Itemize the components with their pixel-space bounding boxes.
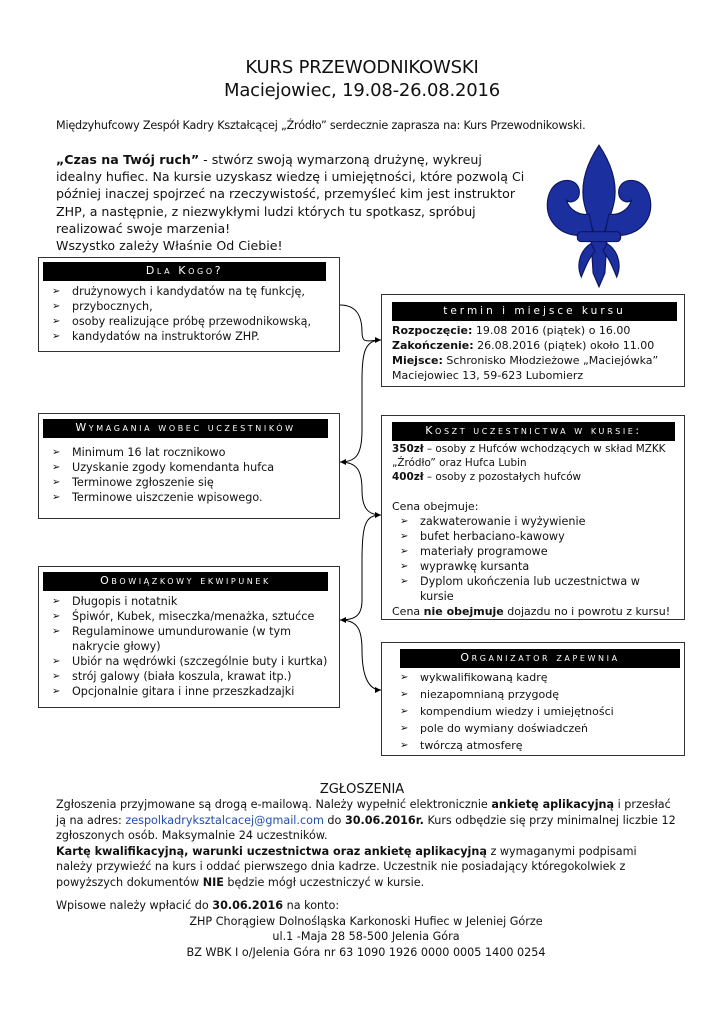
list-item: ➢ zakwaterowanie i wyżywienie	[396, 514, 676, 529]
payment-date: 30.06.2016	[212, 899, 284, 912]
place-value: Schronisko Młodzieżowe „Maciejówka”	[442, 354, 659, 367]
account-holder: ZHP Chorągiew Dolnośląska Karkonoski Hufiec w Jeleniej Górze	[189, 914, 543, 928]
applications-p1-b: i przesłać ją na adres:	[56, 798, 671, 827]
organizer-heading: Organizator zapewnia	[400, 649, 680, 668]
cost-covers-list	[396, 514, 676, 604]
note-end: dojazdu no i powrotu z kursu!	[503, 605, 671, 618]
price-others-text: – osoby z pozostałych hufców	[423, 471, 582, 483]
start-value: 19.08 2016 (piątek) o 16.00	[472, 324, 631, 337]
applications-heading: ZGŁOSZENIA	[319, 782, 405, 797]
applications-text	[56, 797, 676, 890]
list-item: ➢ Dyplom ukończenia lub uczestnictwa w kursie	[396, 574, 676, 604]
list-item: ➢ niezapomnianą przygodę	[396, 686, 676, 703]
place-label: Miejsce:	[392, 354, 443, 367]
target-audience-list	[48, 284, 338, 344]
slogan-closing: Wszystko zależy Właśnie	[56, 238, 217, 254]
applications-p1-a: Zgłoszenia przyjmowane są drogą e-mailową. Należy wypełnić elektronicznie	[56, 798, 492, 811]
list-item: ➢ Terminowe zgłoszenie się	[48, 475, 338, 490]
cost-note	[392, 604, 682, 619]
list-item: ➢ wykwalifikowaną kadrę	[396, 669, 676, 686]
list-item: ➢ twórczą atmosferę	[396, 737, 676, 754]
list-item: ➢ bufet herbaciano-kawowy	[396, 529, 676, 544]
payment-info	[56, 898, 676, 960]
list-item: ➢ Śpiwór, Kubek, miseczka/menażka, sztućce	[48, 609, 336, 624]
deadline-date: 30.06.2016r.	[344, 813, 424, 827]
requirements-list	[48, 445, 338, 505]
date-place-details	[392, 323, 682, 383]
slogan-quote: „Czas na Twój ruch”	[56, 152, 200, 167]
account-address: ul.1 -Maja 28 58-500 Jelenia Góra	[272, 930, 460, 943]
equipment-heading: Obowiązkowy ekwipunek	[43, 572, 328, 591]
list-item: ➢ Regulaminowe umundurowanie (w tym nakrycie głowy)	[48, 624, 336, 654]
intro-line	[56, 119, 585, 132]
date-place-heading: termin i miejsce kursu	[392, 302, 677, 321]
slogan-closing-highlight: Od Ciebie	[216, 238, 278, 254]
list-item: ➢ pole do wymiany doświadczeń	[396, 720, 676, 737]
applications-p2-a: z wymaganymi podpisami należy przywieźć na kurs i oddać pierwszego dnia kadrze. Uczestnik nie posiadający któregokolwiek z powyższych dokumentów	[56, 844, 637, 889]
list-item: ➢ materiały programowe	[396, 544, 676, 559]
applications-nie: NIE	[202, 875, 224, 889]
list-item: ➢ drużynowych i kandydatów na tę funkcję,	[48, 284, 338, 299]
cost-covers-label: Cena obejmuje:	[392, 500, 479, 513]
slogan-paragraph	[56, 151, 526, 254]
fleur-de-lis-icon	[540, 140, 658, 290]
applications-p2-b: będzie mógł uczestniczyć w kursie.	[223, 875, 425, 889]
intro-highlight: Kurs Przewodnikowski.	[463, 119, 586, 132]
applications-docs-bold: Kartę kwalifikacyjną, warunki uczestnictwa oraz ankietę aplikacyjną	[56, 844, 487, 858]
note-start: Cena	[392, 605, 424, 618]
applications-p1-c: do	[323, 813, 345, 827]
target-audience-heading: Dla Kogo?	[43, 262, 326, 281]
list-item: ➢ strój galowy (biała koszula, krawat itp.)	[48, 669, 336, 684]
applications-p1-d: Kurs odbędzie się przy minimalnej liczbie 12 zgłoszonych osób. Maksymalnie 24 uczestników.	[56, 813, 676, 842]
list-item: ➢ przybocznych,	[48, 299, 338, 314]
organizer-list	[396, 669, 676, 754]
intro-text: Międzyhufcowy Zespół Kadry Kształcącej „Źródło” serdecznie zaprasza na:	[56, 119, 461, 132]
note-bold: nie obejmuje	[423, 605, 504, 618]
payment-text: Wpisowe należy wpłacić do	[56, 899, 213, 912]
start-label: Rozpoczęcie:	[392, 324, 473, 337]
page-title: KURS PRZEWODNIKOWSKI	[245, 57, 479, 78]
list-item: ➢ wyprawkę kursanta	[396, 559, 676, 574]
end-label: Zakończenie:	[392, 339, 474, 352]
list-item: ➢ Minimum 16 lat rocznikowo	[48, 445, 338, 460]
requirements-heading: Wymagania wobec uczestników	[43, 419, 328, 438]
cost-heading: Koszt uczestnictwa w kursie:	[392, 422, 675, 441]
equipment-list	[48, 594, 336, 699]
price-members-text: – osoby z Hufców wchodzących w skład MZKK „Źródło” oraz Hufca Lubin	[392, 443, 666, 469]
end-value: 26.08.2016 (piątek) około 11.00	[473, 339, 655, 352]
list-item: ➢ Opcjonalnie gitara i inne przeszkadzajki	[48, 684, 336, 699]
cost-prices	[392, 442, 680, 484]
list-item: ➢ Ubiór na wędrówki (szczególnie buty i kurtka)	[48, 654, 336, 669]
applications-form-bold: ankietę aplikacyjną	[491, 798, 615, 811]
price-members: 350zł	[392, 443, 424, 455]
list-item: ➢ kompendium wiedzy i umiejętności	[396, 703, 676, 720]
list-item: ➢ kandydatów na instruktorów ZHP.	[48, 329, 338, 344]
slogan-closing-end: !	[277, 238, 283, 254]
list-item: ➢ Długopis i notatnik	[48, 594, 336, 609]
account-number: BZ WBK I o/Jelenia Góra nr 63 1090 1926 0000 0005 1400 0254	[186, 945, 546, 959]
price-others: 400zł	[392, 471, 424, 483]
payment-text-end: na konto:	[283, 899, 340, 912]
slogan-text: - stwórz swoją wymarzoną drużynę, wykreuj idealny hufiec. Na kursie uzyskasz wiedzę i umiejętności, które pozwolą Ci później inaczej spojrzeć na rzeczywistość, przemyśleć kim jest instruktor ZHP, a następnie, z niezwykłymi ludzi których tu spotkasz, spróbuj realizować swoje marzenia!	[56, 152, 525, 236]
list-item: ➢ Terminowe uiszczenie wpisowego.	[48, 490, 338, 505]
list-item: ➢ Uzyskanie zgody komendanta hufca	[48, 460, 338, 475]
address: Maciejowiec 13, 59-623 Lubomierz	[392, 369, 584, 382]
email-link[interactable]: zespolkadryksztalcacej@gmail.com	[125, 813, 324, 827]
page-subtitle: Maciejowiec, 19.08-26.08.2016	[224, 80, 500, 101]
list-item: ➢ osoby realizujące próbę przewodnikowską,	[48, 314, 338, 329]
